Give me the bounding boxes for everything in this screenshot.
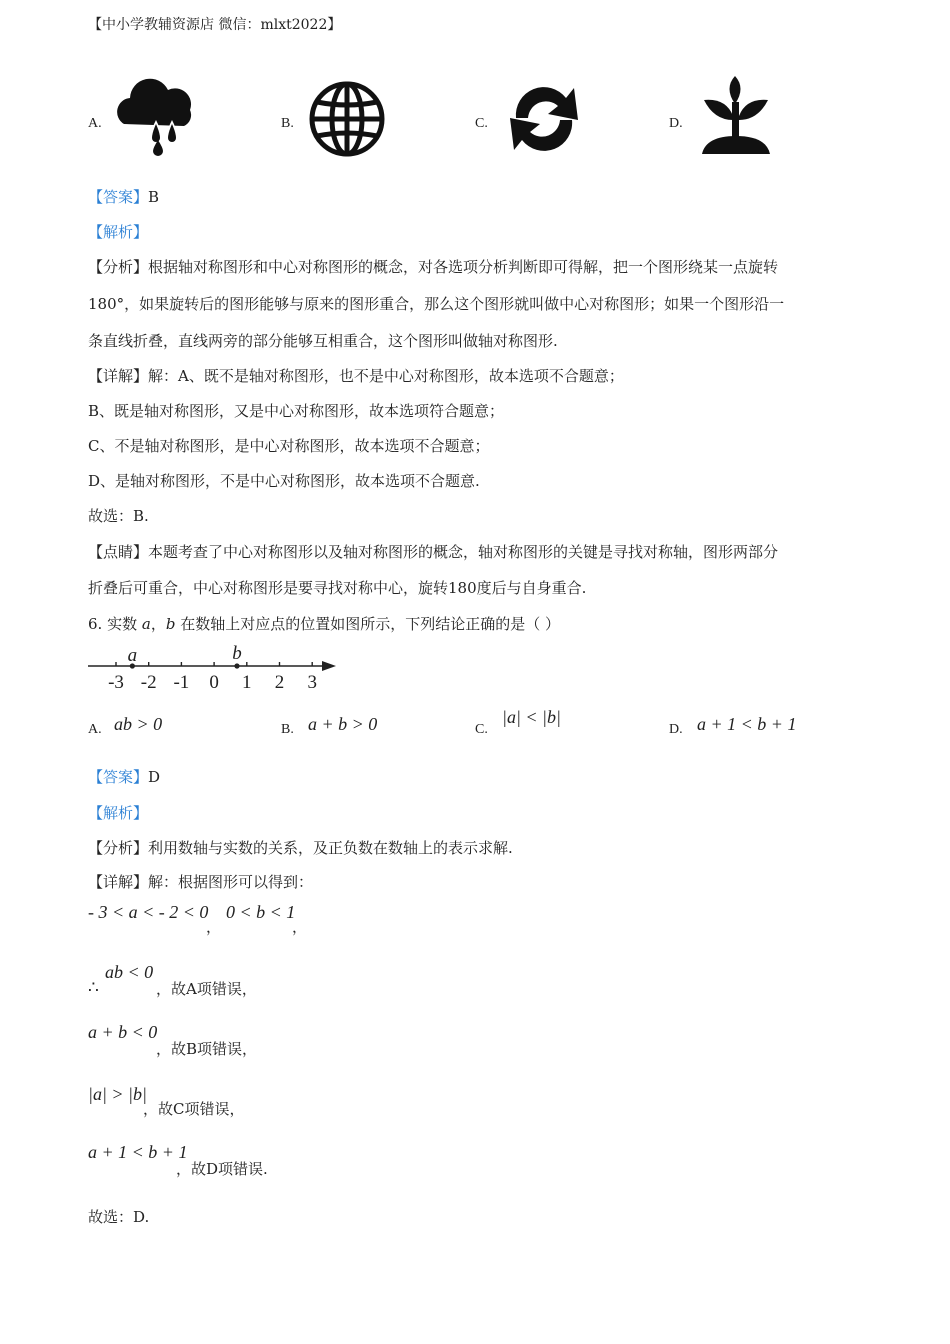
cloud-rain-icon — [112, 80, 198, 156]
var-a: a — [141, 615, 151, 633]
fenxi-line-2: 180°，如果旋转后的图形能够与原来的图形重合，那么这个图形就叫做中心对称图形；如果一个图形沿一 — [88, 295, 785, 313]
answer-value: B — [148, 188, 160, 206]
answer-line-q6 — [88, 766, 160, 787]
var-b: b — [165, 615, 176, 633]
fenxi-line-3: 条直线折叠，直线两旁的部分能够互相重合，这个图形叫做轴对称图形. — [88, 332, 558, 350]
xiangjie-line-3: C、不是轴对称图形，是中心对称图形，故本选项不合题意； — [88, 437, 490, 455]
step-3-expr: |a| > |b| — [88, 1084, 147, 1104]
option-a-label: A. — [88, 116, 102, 131]
xiangjie-tag-q6: 【详解】 — [88, 873, 149, 891]
step-4-text: ，故D项错误. — [176, 1160, 268, 1178]
step-1-expr: ab < 0 — [105, 962, 154, 982]
sprout-icon — [700, 74, 774, 158]
xiangjie-line-1 — [88, 365, 624, 386]
answer-tag: 【答案】 — [88, 188, 149, 206]
stem-prefix: 6. 实数 — [88, 615, 138, 633]
number-line-tick-label: 0 — [209, 672, 219, 693]
option-b-label: B. — [281, 116, 294, 131]
stem-suffix: 在数轴上对应点的位置如图所示，下列结论正确的是（ ） — [180, 615, 561, 633]
q6-option-c-label: C. — [475, 722, 488, 737]
q6-option-b-expr: a + b > 0 — [308, 714, 378, 734]
xiangjie-tag: 【详解】 — [88, 367, 149, 385]
page-header: 【中小学教辅资源店 微信：mlxt2022】 — [88, 17, 342, 33]
point-b — [234, 663, 239, 668]
step-3-text: ，故C项错误， — [143, 1100, 245, 1118]
dianjing-tag: 【点睛】 — [88, 543, 149, 561]
xiangjie-line-q6 — [88, 871, 313, 892]
question-6-stem — [88, 613, 560, 634]
xiangjie-line-4: D、是轴对称图形，不是中心对称图形，故本选项不合题意. — [88, 472, 480, 490]
dianjing-line-1 — [88, 541, 778, 562]
inequality-a: - 3 < a < - 2 < 0 — [88, 902, 209, 922]
q6-option-a-label: A. — [88, 722, 102, 737]
inequality-sep-1: ， — [206, 918, 222, 936]
analysis-tag-q6: 【解析】 — [88, 804, 149, 822]
answer-line-q5 — [88, 186, 159, 207]
number-line-tick-label: -2 — [140, 672, 157, 693]
fenxi-text: 根据轴对称图形和中心对称图形的概念，对各选项分析判断即可得解，把一个图形绕某一点旋转 — [148, 258, 779, 276]
xiangjie-line-2: B、既是轴对称图形，又是中心对称图形，故本选项符合题意； — [88, 402, 505, 420]
step-1-text: ，故A项错误， — [156, 980, 257, 998]
option-c-label: C. — [475, 116, 488, 131]
conclusion-q5: 故选：B. — [88, 507, 149, 525]
q6-option-b-label: B. — [281, 722, 294, 737]
number-line-tick-label: -3 — [108, 672, 124, 693]
number-line-arrow — [322, 661, 336, 671]
fenxi-tag: 【分析】 — [88, 258, 149, 276]
stem-comma: ， — [150, 615, 166, 633]
analysis-tag: 【解析】 — [88, 223, 149, 241]
xiangjie-text: 解：A、既不是轴对称图形，也不是中心对称图形，故本选项不合题意； — [148, 367, 624, 385]
xiangjie-text-q6: 解：根据图形可以得到： — [148, 873, 314, 891]
number-line-tick-label: 1 — [242, 672, 252, 693]
answer-value-q6: D — [148, 768, 161, 786]
therefore-symbol: ∴ — [88, 978, 99, 998]
refresh-arrows-icon — [500, 80, 588, 156]
number-line-tick-label: 3 — [307, 672, 317, 693]
answer-tag-q6: 【答案】 — [88, 768, 149, 786]
number-line-tick-label: -1 — [173, 672, 190, 693]
number-line — [86, 644, 342, 694]
globe-icon — [307, 80, 387, 158]
conclusion-q6: 故选：D. — [88, 1208, 150, 1226]
point-a-label: a — [127, 645, 138, 666]
dianjing-line-2: 折叠后可重合，中心对称图形是要寻找对称中心，旋转180度后与自身重合. — [88, 579, 587, 597]
point-b-label: b — [232, 643, 242, 664]
q6-option-d-expr: a + 1 < b + 1 — [697, 714, 797, 734]
fenxi-line-q6 — [88, 837, 513, 858]
option-d-label: D. — [669, 116, 683, 131]
q6-option-a-expr: ab > 0 — [114, 714, 163, 734]
fenxi-line-1 — [88, 256, 778, 277]
number-line-tick-label: 2 — [274, 672, 285, 693]
step-2-expr: a + b < 0 — [88, 1022, 158, 1042]
step-2-text: ，故B项错误， — [156, 1040, 258, 1058]
q6-option-c-expr: |a| < |b| — [502, 707, 561, 727]
q6-option-d-label: D. — [669, 722, 683, 737]
fenxi-tag-q6: 【分析】 — [88, 839, 149, 857]
inequality-b: 0 < b < 1 — [226, 902, 296, 922]
dianjing-text: 本题考查了中心对称图形以及轴对称图形的概念，轴对称图形的关键是寻找对称轴，图形两部分 — [148, 543, 779, 561]
fenxi-text-q6: 利用数轴与实数的关系，及正负数在数轴上的表示求解. — [148, 839, 513, 857]
inequality-sep-2: ， — [292, 918, 308, 936]
step-4-expr: a + 1 < b + 1 — [88, 1142, 188, 1162]
